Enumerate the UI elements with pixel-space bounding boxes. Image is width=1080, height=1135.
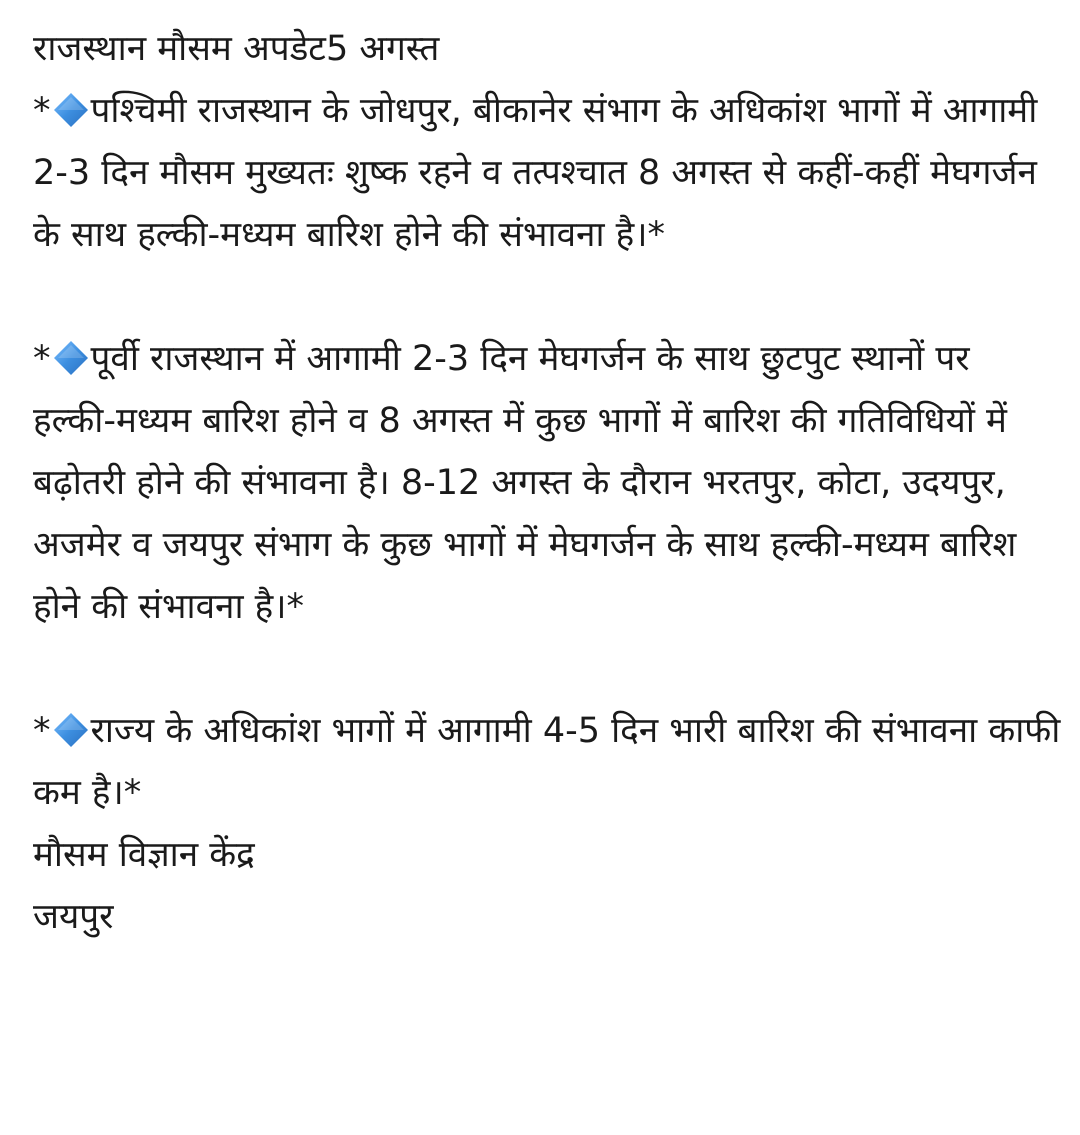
bullet-paragraph-west bbox=[33, 80, 1063, 266]
bullet-text: राज्य के अधिकांश भागों में आगामी 4-5 दिन भारी बारिश की संभावना काफी कम है।* bbox=[33, 711, 1061, 813]
message-body bbox=[33, 18, 1063, 948]
blue-diamond-icon bbox=[53, 340, 89, 376]
blue-diamond-icon bbox=[53, 92, 89, 128]
signature-block bbox=[33, 824, 1063, 948]
message-title: राजस्थान मौसम अपडेट5 अगस्त bbox=[33, 29, 440, 69]
bullet-text: पश्चिमी राजस्थान के जोधपुर, बीकानेर संभाग के अधिकांश भागों में आगामी 2-3 दिन मौसम मुख्यतः शुष्क रहने व तत्पश्चात 8 अगस्त से कहीं-कहीं मेघगर्जन के साथ हल्की-मध्यम बारिश होने की संभावना है।* bbox=[33, 91, 1038, 255]
signature-city: जयपुर bbox=[33, 897, 114, 937]
bullet-asterisk: * bbox=[33, 91, 51, 131]
blue-diamond-icon bbox=[53, 712, 89, 748]
bullet-paragraph-east bbox=[33, 328, 1063, 638]
bullet-asterisk: * bbox=[33, 339, 51, 379]
signature-org: मौसम विज्ञान केंद्र bbox=[33, 835, 255, 875]
bullet-asterisk: * bbox=[33, 711, 51, 751]
bullet-paragraph-state bbox=[33, 700, 1063, 824]
bullet-text: पूर्वी राजस्थान में आगामी 2-3 दिन मेघगर्जन के साथ छुटपुट स्थानों पर हल्की-मध्यम बारिश होने व 8 अगस्त में कुछ भागों में बारिश की गतिविधियों में बढ़ोतरी होने की संभावना है। 8-12 अगस्त के दौरान भरतपुर, कोटा, उदयपुर, अजमेर व जयपुर संभाग के कुछ भागों में मेघगर्जन के साथ हल्की-मध्यम बारिश होने की संभावना है।* bbox=[33, 339, 1017, 627]
